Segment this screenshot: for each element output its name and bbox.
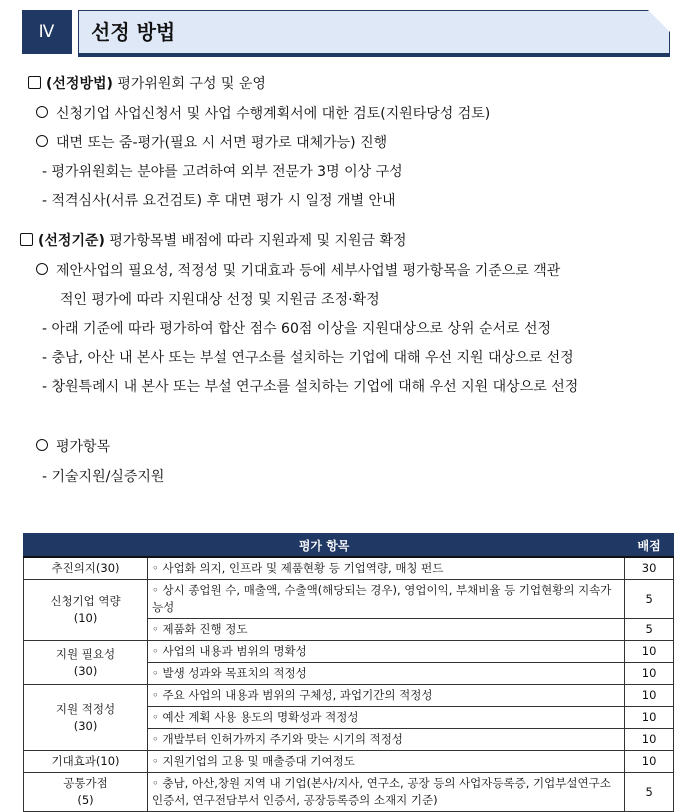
section-header	[22, 10, 670, 54]
checkbox-square-icon	[28, 76, 41, 89]
description-cell: ◦ 사업의 내용과 범위의 명확성	[148, 641, 625, 663]
list-item-continuation: 적인 평가에 따라 지원대상 선정 및 지원금 조정·확정	[60, 292, 380, 308]
list-item: - 창원특례시 내 본사 또는 부설 연구소를 설치하는 기업에 대해 우선 지원 대상으로 선정	[42, 379, 579, 395]
list-item	[36, 104, 490, 124]
description-cell: ◦ 발생 성과와 목표치의 적정성	[148, 663, 625, 685]
heading-rest: 평가위원회 구성 및 운영	[112, 76, 266, 92]
header-score: 배점	[625, 534, 674, 558]
category-cell: 신청기업 역량 (10)	[24, 580, 148, 641]
category-cell: 지원 필요성 (30)	[24, 641, 148, 685]
description-cell: ◦ 사업화 의지, 인프라 및 제품현황 등 기업역량, 매칭 펀드	[148, 557, 625, 580]
description-cell: ◦ 예산 계획 사용 용도의 명확성과 적정성	[148, 707, 625, 729]
list-item	[36, 261, 560, 281]
score-cell: 10	[625, 729, 674, 751]
circle-bullet-icon	[36, 263, 48, 275]
section-number: Ⅳ	[22, 10, 72, 54]
table-row	[24, 773, 674, 812]
table-header-row	[24, 534, 674, 558]
selection-method-heading	[28, 74, 266, 94]
section-title-box	[78, 10, 670, 54]
title-underline	[78, 54, 670, 57]
list-item: - 평가위원회는 분야를 고려하여 외부 전문가 3명 이상 구성	[42, 164, 403, 180]
score-cell: 5	[625, 580, 674, 619]
list-item: - 기술지원/실증지원	[42, 469, 165, 485]
category-cell: 기대효과(10)	[24, 751, 148, 773]
description-cell: ◦ 충남, 아산,창원 지역 내 기업(본사/지사, 연구소, 공장 등의 사업자등록증, 기업부설연구소 인증서, 연구전담부서 인증서, 공장등록증의 소재지 기준)	[148, 773, 625, 812]
checkbox-square-icon	[20, 233, 33, 246]
category-cell: 추진의지(30)	[24, 557, 148, 580]
list-item	[36, 133, 387, 153]
list-item: - 아래 기준에 따라 평가하여 합산 점수 60점 이상을 지원대상으로 상위 순서로 선정	[42, 321, 552, 337]
header-evaluation-items: 평가 항목	[24, 534, 625, 558]
table-row	[24, 641, 674, 663]
corner-fold-icon	[648, 10, 670, 32]
list-item-text: 대면 또는 줌-평가(필요 시 서면 평가로 대체가능) 진행	[56, 135, 388, 151]
heading-bold: (선정방법)	[46, 76, 113, 92]
score-cell: 5	[625, 773, 674, 812]
circle-bullet-icon	[36, 439, 48, 451]
selection-criteria-heading	[20, 231, 407, 251]
category-cell: 공통가점 (5)	[24, 773, 148, 812]
list-item-text: 신청기업 사업신청서 및 사업 수행계획서에 대한 검토(지원타당성 검토)	[56, 106, 491, 122]
table-row	[24, 751, 674, 773]
heading-bold: (선정기준)	[38, 233, 105, 249]
description-cell: ◦ 상시 종업원 수, 매출액, 수출액(해당되는 경우), 영업이익, 부채비율 등 기업현황의 지속가능성	[148, 580, 625, 619]
circle-bullet-icon	[36, 106, 48, 118]
list-item-text: 제안사업의 필요성, 적정성 및 기대효과 등에 세부사업별 평가항목을 기준으로 객관	[56, 263, 561, 279]
table-row	[24, 685, 674, 707]
evaluation-table	[23, 533, 674, 812]
description-cell: ◦ 제품화 진행 정도	[148, 619, 625, 641]
list-item	[36, 437, 110, 457]
circle-bullet-icon	[36, 135, 48, 147]
list-item: - 적격심사(서류 요건검토) 후 대면 평가 시 일정 개별 안내	[42, 193, 396, 209]
score-cell: 10	[625, 707, 674, 729]
list-item: - 충남, 아산 내 본사 또는 부설 연구소를 설치하는 기업에 대해 우선 지원 대상으로 선정	[42, 350, 574, 366]
score-cell: 30	[625, 557, 674, 580]
score-cell: 10	[625, 685, 674, 707]
list-item-text: 평가항목	[56, 439, 111, 455]
table-row	[24, 557, 674, 580]
section-title: 선정 방법	[91, 20, 176, 44]
score-cell: 10	[625, 751, 674, 773]
description-cell: ◦ 개발부터 인허가까지 주기와 맞는 시기의 적정성	[148, 729, 625, 751]
score-cell: 10	[625, 641, 674, 663]
heading-rest: 평가항목별 배점에 따라 지원과제 및 지원금 확정	[104, 233, 407, 249]
description-cell: ◦ 지원기업의 고용 및 매출증대 기여정도	[148, 751, 625, 773]
category-cell: 지원 적정성 (30)	[24, 685, 148, 751]
table-row	[24, 580, 674, 619]
description-cell: ◦ 주요 사업의 내용과 범위의 구체성, 과업기간의 적정성	[148, 685, 625, 707]
score-cell: 5	[625, 619, 674, 641]
score-cell: 10	[625, 663, 674, 685]
